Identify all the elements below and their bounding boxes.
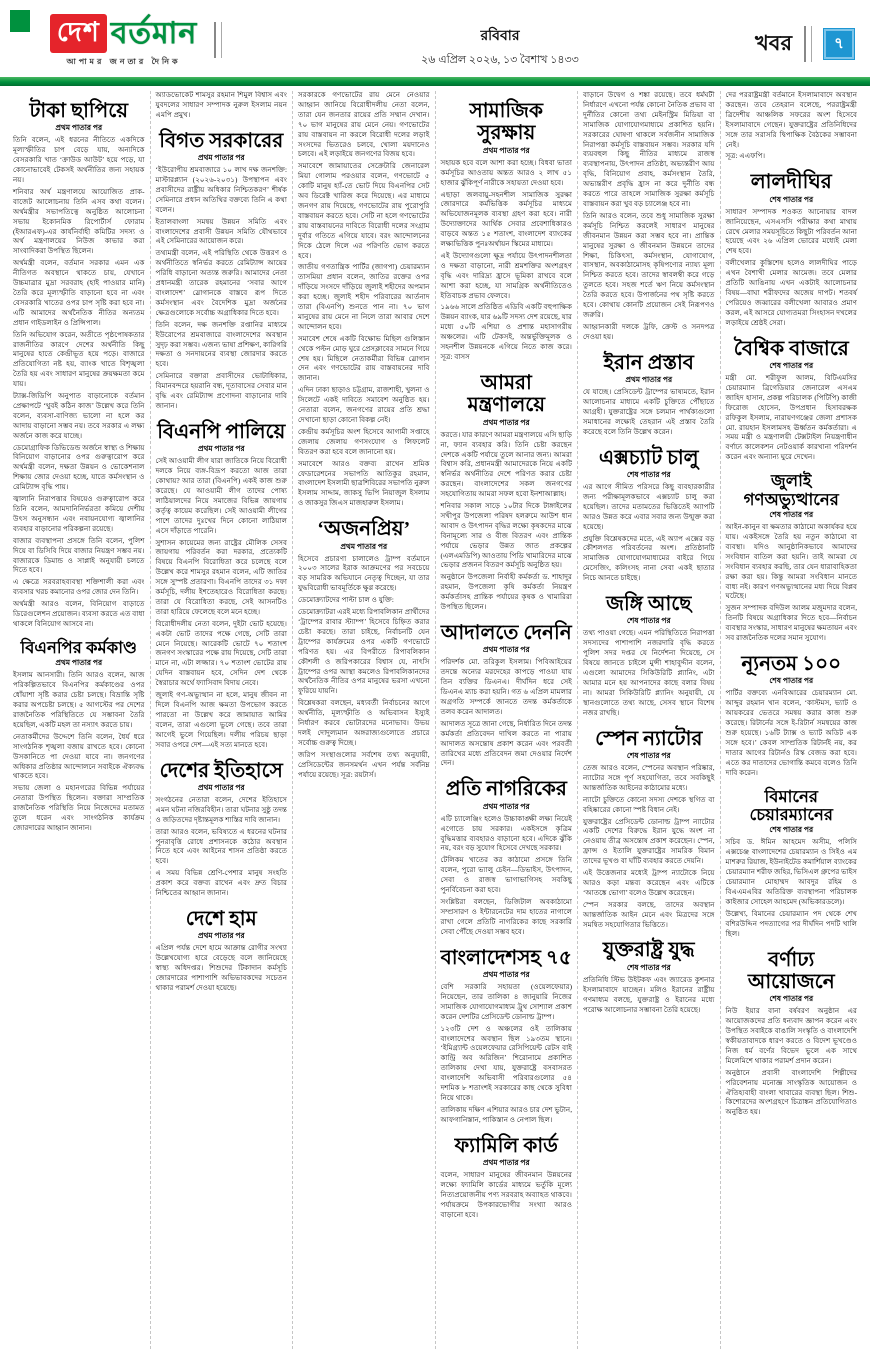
article-paragraph: তিনি বলেন, দক্ষ জনশক্তি রপ্তানির মাধ্যমে ইউরোপের শ্রমবাজারে বাংলাদেশের অবস্থান সুদৃঢ় করা সম্ভব। এজন্য ভাষা প্রশিক্ষণ, কারিগরি দক্ষতা ও সনদায়নের ব্যবস্থা জোরদার করতে হবে। (155, 320, 287, 369)
article-paragraph: বাজার ব্যবস্থাপনা প্রসঙ্গে তিনি বলেন, পুলিশ দিয়ে বা ডিসিবি দিয়ে বাজার নিয়ন্ত্রণ সম্ভব নয়। বাজারকে ডিমান্ড ও সাপ্লাই অনুযায়ী চলতে দিতে হবে। (13, 536, 145, 575)
article-paragraph: এই উত্তেজনার মধ্যেই ট্রাম্প ন্যাটোকে নিয়ে আরও কড়া মন্তব্য করেছেন এবং এটিকে ‘আতঙ্কে ভোগা’ বলেও উল্লেখ করেছেন। (583, 869, 715, 897)
article-paragraph: ডেমোগ্রাফিক ডিভিডেন্ড অর্জনে স্বাস্থ্য ও শিক্ষায় বিনিয়োগ বাড়ানোর ওপর গুরুত্বারোপ করে অর্থমন্ত্রী বলেন, দক্ষতা উন্নয়ন ও ভোকেশনাল শিক্ষায় জোর দেওয়া হচ্ছে, যাতে কর্মসংস্থান ও রেমিট্যান্স বৃদ্ধি পায়। (13, 443, 145, 492)
article-headline: বিএনপির কর্মকাণ্ড (20, 637, 137, 657)
article-paragraph: উল্লেখ্য, বিমানের চেয়ারম্যান পদ থেকে শেখ বশিরউদ্দিন পদত্যাগের পর দীর্ঘদিন পদটি খালি ছিল। (725, 909, 857, 938)
article-continuation-deck: প্রথম পাতার পর (55, 658, 103, 668)
article-paragraph: ডেমোক্র্যাটদের পাল্টা চাল ও যুক্তি: (298, 596, 394, 605)
article-continuation-deck: প্রথম পাতার পর (482, 417, 530, 427)
article-paragraph: অনুষ্ঠানে প্রবাসী বাংলাদেশি শিল্পীদের পরিবেশনায় মনোজ্ঞ সাংস্কৃতিক আয়োজন ও ঐতিহ্যবাহী বাংলা খাবারের ব্যবস্থা ছিল। শিশু-কিশোরদের অংশগ্রহণে চিত্রাঙ্কন প্রতিযোগিতাও অনুষ্ঠিত হয়। (725, 1068, 857, 1117)
article-paragraph: জ্বালানি নিরাপত্তার বিষয়েও গুরুত্বারোপ করে তিনি বলেন, আমদানিনির্ভরতা কমিয়ে দেশীয় উৎস অনুসন্ধান এবং নবায়নযোগ্য জ্বালানির ব্যবহার বাড়ানোর পরিকল্পনা রয়েছে। (13, 495, 145, 533)
article-paragraph: সংগঠনের নেতারা বলেন, দেশের ইতিহাসে এমন ঘটনা নজিরবিহীন। তারা ঘটনার সুষ্ঠু তদন্ত ও জড়িতদের দৃষ্টান্তমূলক শাস্তির দাবি জানান। (155, 795, 287, 824)
article-headline: জুলাই গণঅভ্যুত্থানের (743, 471, 839, 509)
article-paragraph: এই উদ্যোগগুলো ক্ষুদ্র পর্যায়ে উৎপাদনশীলতা ও দক্ষতা বাড়ানো, নারী শ্রমশক্তির অংশগ্রহণ বৃদ্ধি এবং দারিদ্র্য হ্রাসে ভূমিকা রাখবে বলে আশা করা হচ্ছে, যা সামগ্রিক অর্থনীতিতেও ইতিবাচক প্রভাব ফেলবে। (440, 251, 572, 300)
article-paragraph: ১৯৬৬ সালে প্রতিষ্ঠিত এডিবি একটি বহুপাক্ষিক উন্নয়ন ব্যাংক, যার ৬৯টি সদস্য দেশ রয়েছে, যার মধ্যে ৫০টি এশিয়া ও প্রশান্ত মহাসাগরীয় অঞ্চলের। এটি টেকসই, অন্তর্ভুক্তিমূলক ও সহনশীল উন্নয়নকে এগিয়ে নিতে কাজ করে। সূত্র: বাসস (440, 303, 572, 361)
article-continuation-deck: প্রথম পাতার পর (197, 153, 245, 163)
article-continuation-deck: প্রথম পাতার পর (340, 541, 388, 551)
article-headline: ‘অজনপ্রিয়’ (317, 518, 411, 541)
article-headline: টাকা ছাপিয়ে (29, 100, 129, 122)
article-headline: বিমানের চেয়ারম্যানের (749, 786, 833, 824)
article-paragraph: সংশ্লিষ্টরা বলছেন, ডিজিটাল অবকাঠামো সম্প্রসারণ ও ইন্টারনেটের দাম হাতের নাগালে রাখা গেলে প্রতিটি নাগরিকের কাছে সরকারি সেবা পৌঁছে দেওয়া সম্ভব হবে। (440, 898, 572, 936)
section-divider (804, 26, 812, 62)
article-headline: ইরান প্রস্তাব (603, 351, 694, 374)
article-continuation-deck: প্রথম পাতার পর (197, 931, 245, 941)
article-headline: এক্সচ্যাট চালু (598, 446, 699, 469)
article-paragraph: কেন্দ্রীয় কর্মসূচির অংশ হিসেবে আগামী সপ্তাহে জেলায় জেলায় গণসংযোগ ও লিফলেট বিতরণ করা হবে বলে জানানো হয়। (298, 427, 430, 456)
article-paragraph: অর্থমন্ত্রী আরও বলেন, বিনিয়োগ বাড়াতে ডিরেগুলেশন প্রয়োজন। ব্যবসা করতে এত বাধা থাকলে বিনিয়োগ আসবে না। (13, 600, 145, 628)
article-paragraph: নেতাকর্মীদের উদ্দেশে তিনি বলেন, ধৈর্য ধরে সাংগঠনিক শৃঙ্খলা বজায় রাখতে হবে। কোনো উসকানিতে পা দেওয়া যাবে না। জনগণের অধিকার প্রতিষ্ঠার আন্দোলনে সবাইকে ঐক্যবদ্ধ থাকতে হবে। (13, 732, 145, 781)
article-paragraph: পরিদর্শক মো. তরিকুল ইসলাম। পিবিআইয়ের তদন্তে অন্যের মরদেহের কাপড়ে পাওয়া যায় তিন ব্যক্তির ডিএনএ। দীর্ঘদিন ধরে সেই ডিএনএ ম্যাচ করা হয়নি। গত ৬ এপ্রিল মামলার অগ্রগতি সম্পর্কে জানতে তদন্ত কর্মকর্তাকে তলব করেন আদালত। (440, 658, 572, 716)
article-paragraph: টেলিকম খাতের কর কাঠামো প্রসঙ্গে তিনি বলেন, পুরো ভ্যালু চেইন—ডিভাইস, উৎপাদন, সেবা ও রাজস্ব ভাগাভাগিসহ সবকিছু পুনর্বিবেচনা করা হবে। (440, 856, 572, 895)
article-paragraph: সমাবেশ শেষে একটি বিক্ষোভ মিছিল গুলিস্তান থেকে পল্টন মোড় ঘুরে প্রেসক্লাবের সামনে গিয়ে শেষ হয়। মিছিলে নেতাকর্মীরা বিভিন্ন স্লোগান দেন এবং গণভোটের রায় বাস্তবায়নের দাবি জানান। (298, 334, 430, 383)
masthead (0, 0, 870, 86)
newspaper-logo (36, 14, 211, 69)
article-paragraph: সূত্র: এএফপি। (725, 152, 766, 161)
date-line: ২৬ এপ্রিল ২০২৬, ১৩ বৈশাখ ১৪৩৩ (421, 54, 579, 66)
article-paragraph: তিনি আরও বলেন, তবে শুধু সামাজিক সুরক্ষা কর্মসূচি নিশ্চিত করলেই সাধারণ মানুষের জীবনমান উন্নয়ন করা সম্ভব হবে না। প্রান্তিক মানুষের সুরক্ষা ও জীবনমান উন্নয়নে তাদের শিক্ষা, চিকিৎসা, কর্মসংস্থান, যোগাযোগ, বাসস্থান, অবকাঠামোসহ কৃষিপণ্যের ন্যায্য মূল্য নিশ্চিত করতে হবে। তাদের স্বাবলম্বী করে গড়ে তুলতে হবে। সহজ শর্তে ঋণ নিয়ে কর্মসংস্থান তৈরি করতে হবে। উপার্জনের পথ সৃষ্টি করতে হবে। কোথায় কোনটি প্রয়োজন সেই নিরূপণও জরুরি। (583, 211, 715, 319)
article-paragraph: করতে। যার কারণে আমরা মন্ত্রণালয়ে এসি ছাড়ি না, ফ্যান ব্যবহার করি। তিনি চেষ্টা করছেন দেশকে একটি পর্যায়ে তুলে আনার জন্য। আমরা বিশ্বাস করি, প্রধানমন্ত্রী আমাদেরকে নিয়ে একটি স্বনির্ভর অর্থনীতির দেশে পরিণত করার চেষ্টা করছেন। বাংলাদেশের সকল জনগণের সহযোগিতায় আমরা সফল হবো ইনশাআল্লাহ। (440, 430, 572, 499)
article-paragraph: শনিবার অর্থ মন্ত্রণালয়ে আয়োজিত প্রাক-বাজেট আলোচনায় তিনি এসব কথা বলেন। অর্থমন্ত্রীর সভাপতিত্বে অনুষ্ঠিত আলোচনা সভায় ইকোনমিক রিপোর্টার্স ফোরাম (ইআরএফ)-এর কার্যনির্বাহী কমিটির সদস্য ও অর্থ মন্ত্রণালয়ের নিউজ কাভার করা সাংবাদিকরা উপস্থিত ছিলেন। (13, 187, 145, 256)
section-group (755, 26, 854, 62)
article-headline: দেশের ইতিহাসে (159, 759, 283, 782)
article-paragraph: তিনি বলেন, এই ধরনের নীতিতে একদিকে মূল্যস্ফীতির চাপ বেড়ে যায়, অন্যদিকে বেসরকারি খাত ‘ক্রাউড আউট’ হয়ে পড়ে, যা কোনোভাবেই টেকসই অর্থনীতির জন্য সহায়ক নয়। (13, 136, 145, 185)
article-paragraph: বিশ্লেষকরা বলছেন, মধ্যবর্তী নির্বাচনের আগে অর্থনীতি, মূল্যস্ফীতি ও অভিবাসন ইস্যুই নির্ধারণ করবে ভোটারদের মনোভাব। উভয় দলই দোদুল্যমান অঙ্গরাজ্যগুলোতে প্রচারে সর্বোচ্চ গুরুত্ব দিচ্ছে। (298, 699, 430, 747)
page-number-badge: ৭ (824, 29, 854, 59)
article-paragraph: বেশি সরকারি সহায়তা (ওয়েলফেয়ার) নিয়েছেন, তার তালিকা ৪ জানুয়ারি নিজের সামাজিক যোগাযোগমাধ্যম ট্রুথ সোশ্যাল প্রকাশ করেন দেশটির প্রেসিডেন্ট ডোনাল্ড ট্রাম্প। (440, 983, 572, 1021)
article-paragraph: সহায়ক হবে বলে আশা করা হচ্ছে। বিধবা ভাতা কর্মসূচির আওতায় অন্তত আরও ২ লাখ ৫১ হাজার ঝুঁকিপূর্ণ নারীকে সহায়তা দেওয়া হবে। (440, 158, 572, 187)
article-paragraph: এ সময় বিভিন্ন শ্রেণি-পেশার মানুষ সংহতি প্রকাশ করে বক্তব্য রাখেন এবং দ্রুত বিচার নিশ্চিতের আহ্বান জানান। (155, 869, 287, 898)
article-paragraph: তালিকায় দক্ষিণ এশিয়ার আরও চার দেশ ভুটান, আফগানিস্তান, পাকিস্তান ও নেপাল ছিল। (440, 1105, 572, 1124)
article-paragraph: তেজ আরও বলেন, স্পেনের অবস্থান পরিষ্কার, ন্যাটোর সঙ্গে পূর্ণ সহযোগিতা, তবে সবকিছুই আন্তর্জাতিক আইনের কাঠামোর মধ্যে। (583, 763, 715, 792)
article-continuation-deck: প্রথম পাতার পর (482, 145, 530, 155)
article-paragraph: তথ্য পাওয়া গেছে। এমন পরিস্থিতিতে নিরাপত্তা সদস্যদের পাশাপাশি নজরদারি বৃদ্ধি করতে পুলিশ সদর দপ্তর যে নির্দেশনা দিয়েছে, সে বিষয়ে জানতে চাইলে মুন্সী শাহাবুদ্দীন বলেন, এগুলো আমাদের সিকিউরিটি প্ল্যানিং, এটা আমার মনে হয় আপনাদের কাছে বলার বিষয় না। আমরা সিকিউরিটি প্ল্যানিং অনুযায়ী, যে স্থানগুলোতে তথ্য আছে, সেসব স্থানে বিশেষ নজর রাখছি। (583, 629, 715, 717)
logo-tagline: আপামর জনতার দৈনিক (66, 57, 181, 66)
article-paragraph: সুজন সম্পাদক বদিউল আলম মজুমদার বলেন, তিনটি বিষয়ে অগ্রাধিকার দিতে হবে—নির্বাচন ব্যবস্থার সংস্কার, সাধারণ মানুষের ক্ষমতায়ন এবং সব রাজনৈতিক দলের সমান সুযোগ। (725, 604, 858, 643)
article-paragraph: সরকারকে গণভোটের রায় মেনে নেওয়ার আহ্বান জানিয়ে বিরোধীদলীয় নেতা বলেন, তারা যেন জনতার রায়ের প্রতি সম্মান দেখান। ৭০ ভাগ মানুষের রায় মেনে নেয়। গণভোটের রায় বাস্তবায়ন না করলে বিরোধী দলের লড়াই সংসদের ভিতরেও চলবে, খোলা ময়দানেও চলবে। এই লড়াইয়ে জনগণের বিজয় হবে। (298, 91, 430, 159)
article-paragraph: সমাবেশে জামায়াতের সেক্রেটারি জেনারেল মিয়া গোলাম পরওয়ার বলেন, গণভোটে ৫ কোটি মানুষ হ্যাঁ-তে ভোট দিয়ে বিএনপির সেট অব ডিরেক্ট খারিজ করে দিয়েছে। এর মাধ্যমে জনগণ রায় দিয়েছে, গণভোটের রায় পুরোপুরি বাস্তবায়ন করতে হবে। সেটি না হলে গণভোটের রায় বাস্তবায়নের দাবিতে বিরোধী দলের সংগ্রাম দুর্বার গতিতে এগিয়ে যাবে। বরং আন্দোলনের দিকে ঠেলে দিলে এর পরিণতি ভোগ করতে হবে। (298, 162, 430, 260)
article-continuation-deck: প্রথম পাতার পর (482, 801, 530, 811)
article-paragraph: এছাড়া জলবায়ু-সহনশীল সামাজিক সুরক্ষা জোরদারে কর্মভিত্তিক কর্মসূচির মাধ্যমে অভিযোজনমূলক ব্যবস্থা গ্রহণ করা হবে। নারী উদ্যোক্তাদের আর্থিক সেবার প্রবেশাধিকারও বাড়বে অন্তত ১৫ শতাংশ, বাংলাদেশ ব্যাংকের লক্ষ্যভিত্তিক পুনঃঅর্থায়ন স্কিমের মাধ্যমে। (440, 190, 572, 249)
article-paragraph: তিনি অভিযোগ করেন, অতীতে পৃষ্ঠপোষকতার রাজনীতির কারণে দেশের অর্থনীতি কিছু মানুষের হাতে কেন্দ্রীভূত হয়ে পড়ে। বাজারে প্রতিযোগিতা নষ্ট হয়, ব্যাংক খাতে বিশৃঙ্খলা তৈরি হয় এবং সাধারণ মানুষের ক্রয়ক্ষমতা কমে যায়। (13, 330, 145, 389)
article-paragraph: সেমিনারে বক্তারা প্রবাসীদের ভোটাধিকার, বিমানবন্দরে হয়রানি বন্ধ, দূতাবাসের সেবার মান বৃদ্ধি এবং রেমিট্যান্স প্রণোদনা বাড়ানোর দাবি জানান। (155, 372, 287, 410)
day-label: রবিবার (480, 29, 520, 44)
article-continuation-deck: শেষ পাতার পর (769, 676, 814, 686)
article-paragraph: এদিন ঢাকা ছাড়াও চট্টগ্রাম, রাজশাহী, খুলনা ও সিলেটে একই দাবিতে সমাবেশ অনুষ্ঠিত হয়। নেতারা বলেন, জনগণের রায়ের প্রতি শ্রদ্ধা দেখানো ছাড়া কোনো বিকল্প নেই। (298, 386, 430, 424)
article-paragraph: হিসেবে প্রচারণা চালালেও ট্রাম্প বর্তমানে ২০০৩ সালের ইরাক আক্রমণের পর সবচেয়ে বড় সামরিক অভিযানে নেতৃত্ব দিচ্ছেন, যা তার যুদ্ধবিরোধী ভাবমূর্তিকে ক্ষুণ্ণ করেছে। (298, 554, 430, 593)
article-paragraph: ইসলাম আনসারী। তিনি আরও বলেন, আজ পরিকল্পিতভাবে বিএনপির কর্মকাণ্ডের ওপর ধোঁয়াশা সৃষ্টি করার চেষ্টা চলছে। বিভ্রান্তি সৃষ্টি করার অপচেষ্টা চলছে। ৫ আগস্টের পর দেশের রাজনৈতিক পরিস্থিতিতে যে সম্ভাবনা তৈরি হয়েছিল, একটি মহল তা নস্যাৎ করতে চায়। (13, 671, 145, 729)
article-paragraph: সেই আওয়ামী লীগ যারা জাতিকে নিয়ে বিরোধী দলকে নিয়ে ব্যঙ্গ-বিদ্রূপ করতো আজ তারা কোথায়? আর তারা (বিএনপি) একই কাজ শুরু করেছে। যে আওয়ামী লীগ তাদের পোষ্য লাঠিয়ালদের নিয়ে সমাজের বিভিন্ন জায়গায় কর্তৃত্ব কায়েম করেছিল। সেই আওয়ামী লীগের পাশে তাদের দুঃখের দিনে কোনো লাঠিয়াল এসে দাঁড়াতে পারেনি। (155, 457, 287, 535)
article-paragraph: সমাবেশে আরও বক্তব্য রাখেন শ্রমিক ফেডারেশনের সভাপতি আতিকুর রহমান, বাংলাদেশ ইসলামী ছাত্রশিবিরের সভাপতি নুরুল ইসলাম সাদ্দাম, জাকসু ভিপি নিয়াজুল ইসলাম ও জাকসুর জিএস মাজহারুল ইসলাম। (298, 459, 430, 508)
article-headline: জঙ্গি আছে (606, 593, 692, 616)
article-paragraph: পার্টির বক্তব্যে এনবিআরের চেয়ারম্যান মো. আব্দুর রহমান খান বলেন, ‘কাস্টমস, ভ্যাট ও আয়করের ভেতরে সমন্বয় করার কাজ শুরু করেছে। রিটার্নের সঙ্গে ই-রিটার্ন সমন্বয়ের কাজ শুরু হয়েছে। ১৬টি ট্যাক্স ও ভ্যাট অডিট এক সঙ্গে হবে।’ কেবল সাম্প্রতিক রিটার্নই নয়, কর দাতার আগের রিটার্নও রিস্ক বেজড করা হবে। এতে কর দাতাদের ভোগান্তি কমবে বলেও তিনি দাবি করেন। (725, 689, 857, 777)
article-paragraph: যে যাচ্ছে। প্রেসিডেন্ট ট্রাম্পের ভাষ্যমতে, ইরান আলোচনার মাধ্যমে একটি চুক্তিতে পৌঁছাতে আগ্রহী। যুক্তরাষ্ট্রের সঙ্গে চলমান পার্থক্যগুলো সমাধানের লক্ষ্যেই তেহরান এই প্রস্তাব তৈরি করেছে বলে তিনি উল্লেখ করেন। (583, 388, 715, 436)
article-continuation-deck: প্রথম পাতার পর (482, 645, 530, 655)
article-paragraph: প্রযুক্তি বিশ্লেষকদের মতে, এই অ্যাপ এক্সের বড় কৌশলগত পরিবর্তনের অংশ। প্রতিষ্ঠানটি সামাজিক যোগাযোগমাধ্যমের বাইরে গিয়ে মেসেজিং, কলিংসহ নানা সেবা একই ছাতার নিচে আনতে চাইছে। (583, 534, 715, 583)
section-label: খবর (754, 30, 792, 55)
article-continuation-deck: শেষ পাতার পর (769, 194, 814, 204)
article-paragraph: তথ্যমন্ত্রী বলেন, এই পরিস্থিতি থেকে উত্তরণ ও অর্থনীতিতে স্বনির্ভর করতে রেমিট্যান্স আয়ের পরিধি বাড়ানো অত্যন্ত জরুরি। আমাদের নেতা প্রধানমন্ত্রী তারেক রহমানের ‘সবার আগে বাংলাদেশ’ স্লোগানকে বাস্তবে রূপ দিতে কর্মসংস্থান এবং বৈদেশিক মুদ্রা অর্জনের ক্ষেত্রগুলোকে সর্বোচ্চ অগ্রাধিকার দিতে হবে। (155, 249, 287, 317)
article-continuation-deck: প্রথম পাতার পর (197, 444, 245, 454)
article-headline: বিএনপি পালিয়ে (157, 420, 286, 443)
logo-secondary: বর্তমান (110, 16, 198, 50)
article-continuation-deck: শেষ পাতার পর (769, 361, 814, 370)
article-paragraph: ‘ইউরোপীয় শ্রমবাজারে ১০ লাখ দক্ষ জনশক্তি: মাস্টারপ্ল্যান (২০২৬-২০৩১) উপস্থাপন এবং প্রবাসীদের রাষ্ট্রীয় অধিকার নিশ্চিতকরণ’ শীর্ষক সেমিনারে প্রধান অতিথির বক্তব্যে তিনি এ কথা বলেন। (155, 166, 287, 214)
logo-primary: দেশ (50, 14, 107, 53)
article-paragraph: জরিপ সংস্থাগুলোর সর্বশেষ তথ্য অনুযায়ী, প্রেসিডেন্টের জনসমর্থন এখন পর্যন্ত সর্বনিম্ন পর্যায়ে রয়েছে। সূত্র: রয়টার্স। (298, 750, 430, 779)
article-continuation-deck: শেষ পাতার পর (626, 469, 671, 479)
article-paragraph: আহ্বানকারী দলকে ট্রফি, ক্রেস্ট ও সনদপত্র দেওয়া হয়। (583, 322, 715, 341)
column-5 (578, 91, 721, 1349)
article-continuation-deck: শেষ পাতার পর (769, 994, 814, 1004)
article-headline: ফ্যামিলি কার্ড (454, 1134, 558, 1157)
masthead-rule (0, 77, 870, 86)
article-paragraph: প্রতিনিধি স্টিভ উইটকফ এবং জ্যারেড কুশনার ইসলামাবাদে যাচ্ছেন। মলিও ইরানের রাষ্ট্রীয় গণমাধ্যম বলছে, যুক্তরাষ্ট্র ও ইরানের মধ্যে পরোক্ষ আলোচনার সম্ভাবনা তৈরি হয়েছে। (583, 975, 715, 1014)
article-continuation-deck: শেষ পাতার পর (626, 616, 671, 626)
article-continuation-deck: শেষ পাতার পর (769, 825, 814, 835)
article-paragraph: মন্ত্রী মো. শরীফুল আলম, বিটিএমসির চেয়ারম্যান ব্রিগেডিয়ার জেনারেল এসএম জাহিদ হাসান, প্রকল্প পরিচালক (পিটিপি) কাজী ফিরোজ হোসেন, উপপ্রধান হিসাবরক্ষক রফিকুল ইসলাম, নারায়ণগঞ্জের জেলা প্রশাসক মো. রায়হান ইসলামসহ ঊর্ধ্বতন কর্মকর্তারা। এ সময় মন্ত্রী ও মন্ত্রণালয়ী টেক্সটাইল নিয়ন্ত্রণাধীন বর্ণাঢ্য কালেকশন নেটওয়ার্ক কারখানা পরিদর্শন করেন এবং অন্যান্য ঘুরে দেখেন। (725, 374, 857, 462)
article-paragraph: সাধারণ সম্পাদক শওকত আনোয়ার বাদল জানিয়েছেন, এসএসসি পরীক্ষার কথা মাথায় রেখে মেলার সময়সূচিতে কিছুটা পরিবর্তন আনা হয়েছে এবং ২৬ এপ্রিল ভোরের মধ্যেই মেলা শেষ হবে। (725, 207, 857, 256)
article-paragraph: এ ক্ষেত্রে সরবরাহব্যবস্থা শক্তিশালী করা এবং ব্যবসার খরচ কমানোর ওপর জোর দেন তিনি। (13, 578, 145, 597)
article-paragraph: জাতীয় গণতান্ত্রিক পার্টির (জাগপা) চেয়ারম্যান তাসমিয়া প্রধান বলেন, জাতির রক্তের ওপর দাঁড়িয়ে সংসদে দাঁড়িয়ে জুলাই শহীদের অপমান করা হচ্ছে। জুলাই শহীদ পরিবারের আর্তনাদ তারা (বিএনপি) শুনতে পান না। ৭০ ভাগ মানুষের রায় মেনে না নিলে তারা আবার দেশে আন্দোলন হবে। (298, 263, 430, 331)
article-paragraph: তারা আরও বলেন, ভবিষ্যতে এ ধরনের ঘটনার পুনরাবৃত্তি রোধে প্রশাসনকে কঠোর অবস্থান নিতে হবে এবং আইনের শাসন প্রতিষ্ঠা করতে হবে। (155, 827, 287, 866)
article-headline: আদালতে দেননি (440, 622, 572, 644)
article-paragraph: এর আগে সীমিত পরিসরে কিছু ব্যবহারকারীর জন্য পরীক্ষামূলকভাবে এক্সচ্যাট চালু করা হয়েছিল। তাদের মতামতের ভিত্তিতেই অ্যাপটি আরও উন্নত করে এবার সবার জন্য উন্মুক্ত করা হয়েছে। (583, 482, 715, 531)
article-paragraph: দের পররাষ্ট্রমন্ত্রী বর্তমানে ইসলামাবাদে অবস্থান করছেন। তবে তেহরান বলেছে, পররাষ্ট্রমন্ত্রী ত্রিদেশীয় আঞ্চলিক সফরের অংশ হিসেবে ইসলামাবাদে গেছেন। যুক্তরাষ্ট্রের প্রতিনিধিদের সঙ্গে তার সরাসরি দ্বিপাক্ষিক বৈঠকের সম্ভাবনা নেই। (725, 91, 857, 149)
corner-mark (10, 10, 30, 32)
article-paragraph: শনিবার সকাল সাড়ে ১০টার দিকে টাঙ্গাইলের সখীপুর উপজেলা পরিষদ হলরুমে আউশ ধান আবাদ ও উৎপাদন বৃদ্ধির লক্ষ্যে কৃষকদের মাঝে বিনামূল্যে সার ও বীজ বিতরণ এবং প্রান্তিক পর্যায়ে ভেড়ার উন্নত জাত প্রকল্পের (এলএমডিপি) আওতায় পিডি খামারিদের মাঝে ভেড়ার প্রজনন বিতরণ কর্মসূচি অনুষ্ঠিত হয়। (440, 502, 572, 570)
column-6 (721, 91, 863, 1349)
article-headline: সামাজিক সুরক্ষায় (469, 100, 544, 145)
column-1 (8, 91, 151, 1349)
article-headline: বর্ণাঢ্য আয়োজনে (747, 948, 835, 993)
article-paragraph: বিরোধীদলীয় নেতা বলেন, দুইটা ভোট হয়েছে। একটা ভোট তাদের পক্ষে গেছে, সেটি তারা মেনে নিয়েছে। আরেকটি ভোটে ৭০ শতাংশ জনগণ সংস্কারের পক্ষে রায় দিয়েছে, সেটি তারা মানে না, এটা লজ্জার। ৭০ শতাংশ ভোটের রায় যেদিন বাস্তবায়ন হবে, সেদিন দেশ থেকে স্বৈরাচার অর্থে ফ্যাসিবাদ বিদায় নেবে। (155, 619, 287, 688)
column-4 (436, 91, 579, 1349)
article-headline: ন্যূনতম ১০০ (741, 652, 842, 675)
article-paragraph: ট্যাক্স-জিডিপি অনুপাত বাড়ানোকে বর্তমান প্রেক্ষাপটে ‘খুবই কঠিন কাজ’ উল্লেখ করে তিনি বলেন, ব্যবসা-বাণিজ্য ভালো না হলে কর আদায় বাড়ানো সম্ভব নয়। তবে সরকার এ লক্ষ্য অর্জনে কাজ করে যাচ্ছে। (13, 392, 145, 440)
article-headline: বাংলাদেশসহ ৭৫ (440, 946, 572, 969)
article-headline: লালদীঘির (750, 171, 832, 194)
article-paragraph: ইতালবাংলা সমন্বয় উন্নয়ন সমিতি এবং বাংলাদেশের প্রবাসী উন্নয়ন সমিতি যৌথভাবে এই সেমিনারের আয়োজন করে। (155, 217, 287, 246)
article-continuation-deck: শেষ পাতার পর (769, 510, 814, 520)
article-continuation-deck: শেষ পাতার পর (626, 750, 671, 760)
article-continuation-deck: প্রথম পাতার পর (625, 375, 673, 385)
article-paragraph: অ্যাডভোকেট শামসুর রহমান শিমুল বিশ্বাস এবং যুবদলের সাধারণ সম্পাদক নুরুল ইসলাম নয়ন এমপি প্রমুখ। (155, 91, 287, 119)
article-continuation-deck: প্রথম পাতার পর (482, 970, 530, 980)
article-headline: বিগত সরকারের (159, 129, 284, 152)
article-paragraph: স্পেন সরকার বলছে, তাদের অবস্থান আন্তর্জাতিক আইন মেনে এবং মিত্রদের সঙ্গে সমন্বিত সহযোগিতার ভিত্তিতে। (583, 900, 715, 929)
article-paragraph: ১২৩টি দেশ ও অঞ্চলের ওই তালিকায় বাংলাদেশের অবস্থান ছিল ১৯৩তম স্থানে। ‘ইমিগ্র্যান্ট ওয়েলফেয়ার রেসিপিয়েন্ট রেটস বাই কান্ট্রি অব অরিজিন’ শিরোনামে প্রকাশিত তালিকায় দেখা যায়, যুক্তরাষ্ট্রে বসবাসরত বাংলাদেশি অভিবাসী পরিবারগুলোর ৫৪ দশমিক ৮ শতাংশই সরকারের কাছ থেকে সুবিধা নিয়ে থাকে। (440, 1024, 572, 1102)
article-headline: দেশে হাম (185, 907, 257, 930)
column-2 (151, 91, 294, 1349)
article-paragraph: বাড়ানে উদ্বেগ ও শঙ্কা রয়েছে। তবে ধর্মঘটী নির্ধারণে এখনো পর্যন্ত কোনো নৈতিক প্রভাব বা দুর্নীতির কোনো তথ্য মেইনস্ট্রিম মিডিয়া বা সামাজিক যোগাযোগমাধ্যমে প্রকাশিত হয়নি। সরকারের ঘোষণা থাকলে সর্বজনীন সামাজিক নিরাপত্তা কর্মসূচি বাস্তবায়ন সম্ভব। সরকার যদি ব্যয়বহুল কিছু নীতির মাধ্যমে রাজস্ব ব্যবস্থাপনায়, উৎপাদন প্রতিষ্ঠা, অভ্যন্তরীণ আয় বৃদ্ধি, বিনিয়োগ প্রবাহ, কর্মসংস্থান তৈরি, অভ্যন্তরীণ প্রবৃদ্ধি হ্রাস না করে দুর্নীতি বন্ধ করতে পারে তাহলে সামাজিক সুরক্ষা কর্মসূচি বাস্তবায়ন করা খুব বড় চ্যালেঞ্জ হবে না। (583, 91, 715, 208)
article-headline: স্পেন ন্যাটোর (595, 727, 703, 750)
article-continuation-deck: প্রথম পাতার পর (197, 782, 245, 792)
article-paragraph: এপ্রিল পর্যন্ত দেশে হামে আক্রান্ত রোগীর সংখ্যা উল্লেখযোগ্য হারে বেড়েছে বলে জানিয়েছে স্বাস্থ্য অধিদপ্তর। শিশুদের টিকাদান কর্মসূচি জোরদারের পাশাপাশি অভিভাবকদের সচেতন থাকার পরামর্শ দেওয়া হয়েছে। (155, 944, 287, 992)
article-headline: যুক্তরাষ্ট্র যুদ্ধ (602, 939, 695, 962)
article-continuation-deck: শেষ পাতার পর (626, 962, 671, 972)
article-headline: বৈশ্বিক বাজারে (733, 337, 849, 360)
article-paragraph: নিউ ইয়ার বানা বর্ষবরণ অনুষ্ঠান এর আয়োজকদের প্রতি ধন্যবাদ জ্ঞাপন করেন এবং উপস্থিত সবাইকে বাঙালি সংস্কৃতি ও বাংলাদেশি স্বকীয়তাবাদকে ধারণ করতে ও বিদেশ ভূখণ্ডেও নিজ ধর্ম বর্ণের বিভেদ ভুলে এক সাথে মিলেমিশে থাকার পরামর্শ প্রদান করেন। (725, 1007, 857, 1065)
article-paragraph: সুশাসন কায়েমের জন্য রাষ্ট্রের মৌলিক সেসব জায়গায় পরিবর্তন করা দরকার, প্রত্যেকটি বিষয়ে বিএনপি বিরোধিতা করে চলেছে বলে উল্লেখ করে শামসুর রহমান বলেন, এটি জাতির সঙ্গে সুস্পষ্ট প্রতারণা। বিএনপি তাদের ৩১ দফা কর্মসূচি, দলীয় ইশতেহারেও বিরোধিতা করছে। তারা যে বিরোধিতা করছে, সেই আসনটিও তারা হারিয়ে ফেলেছে বলে মনে হচ্ছে। (155, 538, 287, 616)
article-continuation-deck: প্রথম পাতার পর (482, 1158, 530, 1168)
article-paragraph: এটি চ্যালেঞ্জিং হলেও উচ্চাকাঙ্ক্ষী লক্ষ্য নিয়েই এগোতে চায় সরকার। একইসঙ্গে কৃত্রিম বুদ্ধিমত্তার ব্যবহারও বাড়ানো হবে। এদিকে ঝুঁকি নয়, বরং বড় সুযোগ হিসেবে দেখছে সরকার। (440, 814, 572, 853)
article-paragraph: অনুষ্ঠানে উপজেলা নির্বাহী কর্মকর্তা ড. শাহাদুর রহমান, উপজেলা কৃষি কর্মকর্তা নিয়ন্ত্রণ কর্মকর্তাসহ প্রান্তিক পর্যায়ের কৃষক ও খামারিরা উপস্থিত ছিলেন। (440, 573, 572, 612)
article-continuation-deck: প্রথম পাতার পর (55, 123, 103, 133)
article-paragraph: সচিব ড. ঈমিন আহমেদ অসীম, পলিসি এক্সচেঞ্জ বাংলাদেশের চেয়ারম্যান ও সিইও এম মাশরুর রিয়াজ, ইউনাইটেড কমার্শিয়াল ব্যাংকের চেয়ারম্যান শরীফ জহির, ভিসিএল গ্রুপের ভাইস চেয়ারম্যান মোহাম্মদ আবদুর রহিম ও বিএএমএবির অতিরিক্ত ব্যবস্থাপনা পরিচালক কাইজার সোহেল আহমেদ (অভিকারডলে)। (725, 838, 857, 906)
date-block (360, 24, 640, 70)
columns (8, 91, 862, 1349)
article-headline: আমরা মন্ত্রণালয়ে (467, 371, 546, 417)
article-paragraph: ন্যাটো চুক্তিতে কোনো সদস্য দেশকে স্থগিত বা বহিষ্কারের কোনো স্পষ্ট বিধান নেই। (583, 795, 715, 814)
article-paragraph: জুলাই গণ-অভ্যুত্থান না হলে, মানুষ জীবন না দিলে বিএনপি আজ ক্ষমতা উপভোগ করতে পারতো না উল্লেখ করে জামায়াত আমির বলেন, তারা এগুলো ভুলে গেছে। তবে তারা আগেই ভুলে গিয়েছিল। দলীয় পরিচয় ছাড়া সবার ওপরে দেশ—এই সত্য মানতে হবে। (155, 691, 287, 749)
masthead-divider (214, 22, 222, 58)
column-3 (293, 91, 436, 1349)
article-paragraph: আইন-কানুন বা ক্ষমতার কাঠামো অকার্যকর হয়ে যায়। একইসঙ্গে তৈরি হয় নতুন কাঠামো বা ব্যবস্থা। যদিও আনুষ্ঠানিকভাবে আমাদের সংবিধান বাতিল করা হয়নি। তাই আমরা যে সংবিধান ব্যবহার করছি, তার যেন ধারাবাহিকতা রক্ষা করা হয়। কিন্তু আমরা সংবিধান মানতে বাধ্য নই। কারণ গণঅভ্যুত্থানের মধ্য দিয়ে বিপ্লব ঘটেছে। (725, 523, 857, 601)
article-paragraph: আদালত সূত্রে জানা গেছে, নির্ধারিত দিনে তদন্ত কর্মকর্তা প্রতিবেদন দাখিল করতে না পারায় আদালত অসন্তোষ প্রকাশ করেন এবং পরবর্তী তারিখের মধ্যে প্রতিবেদন জমা দেওয়ার নির্দেশ দেন। (440, 719, 572, 768)
article-paragraph: অর্থমন্ত্রী বলেন, বর্তমান সরকার এমন এক নীতিগত অবস্থানে থাকতে চায়, যেখানে উচ্চমাত্রার মুদ্রা সরবরাহ (হাই পাওয়ার মানি) তৈরি করে মূল্যস্ফীতি বাড়ানো হবে না এবং বেসরকারি খাতের ওপর চাপ সৃষ্টি করা হবে না। এটি আমাদের অর্থনৈতিক নীতির অন্যতম প্রধান গাইডলাইন ও প্রিন্সিপাল। (13, 259, 145, 327)
article-paragraph: সভায় জেলা ও মহানগরের বিভিন্ন পর্যায়ের নেতারা উপস্থিত ছিলেন। বক্তারা সাম্প্রতিক রাজনৈতিক পরিস্থিতি নিয়ে নিজেদের মতামত তুলে ধরেন এবং সাংগঠনিক কার্যক্রম জোরদারের আহ্বান জানান। (13, 784, 145, 832)
article-headline: প্রতি নাগরিকের (445, 778, 567, 801)
article-paragraph: বলীখেলার কুস্তিশেষ হলেও লালদীঘির পাড়ে এখন বৈশাখী মেলার আমেজ। তবে মেলার প্রতিটি আঙিনায় এখন একটাই আলোচনার বিষয়—বাঘা শরীফদের অজেয় দাপট। শতবর্ষ পেরিয়েও জব্বারের বলীখেলা আবারও প্রমাণ করল, এই আসরে যোগ্যতমরা সিংহাসন দখলের লড়াইয়ে শ্রেষ্ঠই সেরা। (725, 259, 857, 327)
article-paragraph: ডেমোক্র্যাটরা এরই মধ্যে রিপাবলিকান প্রার্থীদের ‘ট্রাম্পের রাবার স্ট্যাম্প’ হিসেবে চিহ্নিত করার চেষ্টা করছে। তারা চাইছে, নির্বাচনটি যেন ট্রাম্পের কার্যক্রমের ওপর একটি গণভোটে পরিণত হয়। এর বিপরীতে রিপাবলিকান কৌশলী ও জরিপকারের বিশ্বাস যে, নাৎসি ট্রাম্পের ওপর আস্থা কমলেও রিপাবলিকানদের অর্থনৈতিক নীতির ওপর মানুষের ভরসা এখনো ফুরিয়ে যায়নি। (298, 608, 430, 696)
article-paragraph: বলেন, সাধারণ মানুষের জীবনমান উন্নয়নের লক্ষ্যে ফ্যামিলি কার্ডের মাধ্যমে ভর্তুকি মূল্যে নিত্যপ্রয়োজনীয় পণ্য সরবরাহ অব্যাহত থাকবে। পর্যায়ক্রমে উপকারভোগীর সংখ্যা আরও বাড়ানো হবে। (440, 1171, 572, 1219)
article-paragraph: যুক্তরাষ্ট্রের প্রেসিডেন্ট ডোনাল্ড ট্রাম্প ন্যাটোর একটি দেশের বিরুদ্ধে ইরান যুদ্ধে অংশ না নেওয়ায় তীব্র অসন্তোষ প্রকাশ করেছেন। স্পেন, ফ্রান্স ও ইতালি যুক্তরাষ্ট্রের সামরিক বিমান তাদের ভূখণ্ড বা ঘাঁটি ব্যবহার করতে দেয়নি। (583, 817, 715, 866)
